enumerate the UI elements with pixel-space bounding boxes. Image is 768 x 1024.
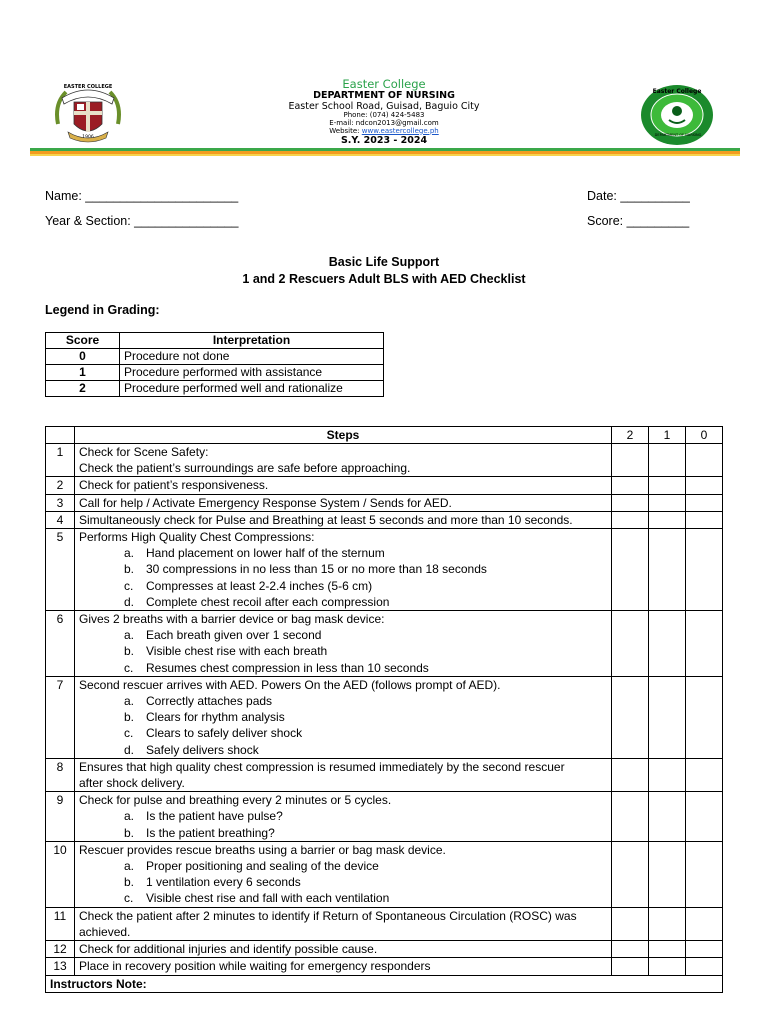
score-1-cell[interactable] — [649, 758, 686, 791]
step-text — [75, 494, 612, 511]
step-number: 8 — [46, 758, 75, 791]
legend-score: 1 — [46, 365, 120, 381]
step-text — [75, 611, 612, 677]
step-sub-item — [79, 545, 607, 561]
step-sub-item — [79, 709, 607, 725]
step-text — [75, 907, 612, 940]
step-number: 2 — [46, 477, 75, 494]
step-sub-item — [79, 693, 607, 709]
step-row — [46, 758, 723, 791]
score-1-cell[interactable] — [649, 494, 686, 511]
step-row — [46, 941, 723, 958]
step-line: Check for additional injuries and identify possible cause. — [79, 942, 378, 957]
date-field[interactable]: Date: __________ — [587, 189, 690, 203]
sub-item-letter: b. — [124, 875, 135, 890]
score-0-cell[interactable] — [686, 511, 723, 528]
legend-text: Procedure not done — [120, 349, 384, 365]
sub-item-letter: c. — [124, 578, 134, 593]
score-1-cell[interactable] — [649, 529, 686, 611]
step-number: 9 — [46, 792, 75, 842]
sub-item-letter: d. — [124, 742, 135, 757]
score-0-header: 0 — [686, 427, 723, 444]
step-number: 10 — [46, 841, 75, 907]
score-1-cell[interactable] — [649, 907, 686, 940]
sub-item-letter: c. — [124, 891, 134, 906]
score-1-cell[interactable] — [649, 611, 686, 677]
step-number: 7 — [46, 676, 75, 758]
right-logo-text: Easter College — [652, 88, 702, 95]
step-sub-item — [79, 660, 607, 676]
step-row — [46, 611, 723, 677]
step-number: 6 — [46, 611, 75, 677]
step-line: Performs High Quality Chest Compressions: — [79, 530, 315, 545]
score-2-cell[interactable] — [612, 611, 649, 677]
score-2-cell[interactable] — [612, 941, 649, 958]
sub-item-text: Clears for rhythm analysis — [146, 710, 285, 725]
score-1-cell[interactable] — [649, 958, 686, 975]
score-0-cell[interactable] — [686, 477, 723, 494]
sub-item-letter: a. — [124, 628, 135, 643]
step-number: 1 — [46, 444, 75, 477]
score-0-cell[interactable] — [686, 444, 723, 477]
sub-item-letter: b. — [124, 644, 135, 659]
name-field[interactable]: Name: ______________________ — [45, 189, 239, 203]
step-row — [46, 958, 723, 975]
score-1-cell[interactable] — [649, 444, 686, 477]
legend-score-header: Score — [46, 333, 120, 349]
step-text — [75, 444, 612, 477]
step-sub-item — [79, 874, 607, 890]
legend-interpretation-header: Interpretation — [120, 333, 384, 349]
step-text — [75, 529, 612, 611]
step-sub-item — [79, 858, 607, 874]
legend-score: 0 — [46, 349, 120, 365]
score-1-cell[interactable] — [649, 941, 686, 958]
sub-item-text: Proper positioning and sealing of the device — [146, 859, 379, 874]
step-row — [46, 841, 723, 907]
score-1-cell[interactable] — [649, 792, 686, 842]
score-2-cell[interactable] — [612, 958, 649, 975]
step-line: Check the patient’s surroundings are safe before approaching. — [79, 461, 411, 476]
step-line: after shock delivery. — [79, 776, 185, 791]
step-text — [75, 477, 612, 494]
website-link[interactable]: www.eastercollege.ph — [361, 126, 439, 135]
step-row — [46, 511, 723, 528]
legend-text: Procedure performed with assistance — [120, 365, 384, 381]
sub-item-letter: b. — [124, 562, 135, 577]
department-name: DEPARTMENT OF NURSING — [313, 89, 455, 101]
step-text — [75, 958, 612, 975]
score-0-cell[interactable] — [686, 529, 723, 611]
step-number: 11 — [46, 907, 75, 940]
step-line: Check for pulse and breathing every 2 minutes or 5 cycles. — [79, 793, 392, 808]
step-row — [46, 494, 723, 511]
score-1-cell[interactable] — [649, 511, 686, 528]
legend-row — [46, 349, 384, 365]
sub-item-letter: a. — [124, 694, 135, 709]
legend-score: 2 — [46, 381, 120, 397]
step-row — [46, 676, 723, 758]
school-name: Easter College — [342, 77, 426, 91]
step-sub-item — [79, 594, 607, 610]
steps-number-header — [46, 427, 75, 444]
step-row — [46, 792, 723, 842]
step-text — [75, 758, 612, 791]
sub-item-letter: a. — [124, 859, 135, 874]
score-0-cell[interactable] — [686, 758, 723, 791]
legend-row — [46, 365, 384, 381]
score-0-cell[interactable] — [686, 841, 723, 907]
step-row — [46, 477, 723, 494]
document-subtitle: 1 and 2 Rescuers Adult BLS with AED Checklist — [242, 272, 526, 286]
score-1-cell[interactable] — [649, 477, 686, 494]
sub-item-letter: a. — [124, 546, 135, 561]
step-sub-item — [79, 808, 607, 824]
header-stripe-yellow — [30, 154, 740, 156]
instructors-note-row — [46, 975, 723, 992]
score-0-cell[interactable] — [686, 958, 723, 975]
left-logo-text: EASTER COLLEGE — [63, 84, 113, 90]
score-0-cell[interactable] — [686, 792, 723, 842]
step-number: 12 — [46, 941, 75, 958]
step-number: 5 — [46, 529, 75, 611]
step-number: 13 — [46, 958, 75, 975]
sub-item-text: Each breath given over 1 second — [146, 628, 322, 643]
score-0-cell[interactable] — [686, 941, 723, 958]
sub-item-letter: c. — [124, 660, 134, 675]
step-line: Simultaneously check for Pulse and Breathing at least 5 seconds and more than 10 seconds. — [79, 512, 573, 527]
step-text — [75, 941, 612, 958]
sub-item-text: Clears to safely deliver shock — [146, 726, 303, 741]
step-text — [75, 792, 612, 842]
score-2-cell[interactable] — [612, 511, 649, 528]
score-2-cell[interactable] — [612, 477, 649, 494]
sub-item-text: Resumes chest compression in less than 10 seconds — [146, 660, 429, 675]
score-0-cell[interactable] — [686, 611, 723, 677]
sub-item-text: Compresses at least 2-2.4 inches (5-6 cm) — [146, 578, 373, 593]
left-logo-year: 1906 — [82, 135, 94, 140]
step-sub-item — [79, 643, 607, 659]
step-text — [75, 511, 612, 528]
score-2-cell[interactable] — [612, 841, 649, 907]
score-1-cell[interactable] — [649, 676, 686, 758]
sub-item-text: Correctly attaches pads — [146, 694, 273, 709]
email-text: E-mail: ndcon2013@gmail.com — [329, 118, 439, 127]
sub-item-text: Is the patient have pulse? — [146, 809, 283, 824]
step-line: Place in recovery position while waiting for emergency responders — [79, 959, 431, 974]
step-text — [75, 676, 612, 758]
step-text — [75, 841, 612, 907]
score-2-cell[interactable] — [612, 792, 649, 842]
sub-item-text: Hand placement on lower half of the sternum — [146, 546, 385, 561]
step-sub-item — [79, 578, 607, 594]
score-2-cell[interactable] — [612, 758, 649, 791]
sub-item-letter: c. — [124, 726, 134, 741]
sub-item-text: 1 ventilation every 6 seconds — [146, 875, 301, 890]
step-line: Call for help / Activate Emergency Response System / Sends for AED. — [79, 495, 452, 510]
legend-heading: Legend in Grading: — [45, 303, 160, 317]
sub-item-text: Visible chest rise and fall with each ventilation — [146, 891, 390, 906]
score-0-cell[interactable] — [686, 494, 723, 511]
right-logo-sub: DEPARTMENT OF NURSING — [654, 133, 702, 137]
step-sub-item — [79, 561, 607, 577]
steps-header: Steps — [75, 427, 612, 444]
score-0-cell[interactable] — [686, 907, 723, 940]
step-row — [46, 529, 723, 611]
document-title: Basic Life Support — [328, 255, 440, 269]
steps-checklist-table — [45, 426, 723, 993]
sub-item-text: Visible chest rise with each breath — [146, 644, 328, 659]
score-2-cell[interactable] — [612, 529, 649, 611]
legend-row — [46, 381, 384, 397]
step-line: Rescuer provides rescue breaths using a barrier or bag mask device. — [79, 842, 446, 857]
step-sub-item — [79, 890, 607, 906]
score-2-cell[interactable] — [612, 676, 649, 758]
step-line: Check for Scene Safety: — [79, 445, 209, 459]
legend-header-row — [46, 333, 384, 349]
score-2-cell[interactable] — [612, 444, 649, 477]
sub-item-text: 30 compressions in no less than 15 or no more than 18 seconds — [146, 562, 487, 577]
school-year: S.Y. 2023 - 2024 — [340, 134, 428, 146]
score-2-cell[interactable] — [612, 494, 649, 511]
sub-item-letter: b. — [124, 710, 135, 725]
step-sub-item — [79, 725, 607, 741]
step-sub-item — [79, 627, 607, 643]
sub-item-text: Is the patient breathing? — [146, 825, 275, 840]
steps-header-row — [46, 427, 723, 444]
score-2-cell[interactable] — [612, 907, 649, 940]
legend-table — [45, 332, 384, 397]
step-row — [46, 444, 723, 477]
step-line: Second rescuer arrives with AED. Powers On the AED (follows prompt of AED). — [79, 677, 501, 692]
step-line: Gives 2 breaths with a barrier device or bag mask device: — [79, 612, 385, 627]
step-sub-item — [79, 825, 607, 841]
school-address: Easter School Road, Guisad, Baguio City — [288, 100, 480, 112]
step-line: achieved. — [79, 924, 131, 939]
score-field[interactable]: Score: _________ — [587, 214, 690, 228]
sub-item-text: Safely delivers shock — [146, 742, 259, 757]
step-line: Check the patient after 2 minutes to identify if Return of Spontaneous Circulation (ROSC) was — [79, 908, 577, 923]
score-2-header: 2 — [612, 427, 649, 444]
step-row — [46, 907, 723, 940]
score-0-cell[interactable] — [686, 676, 723, 758]
sub-item-letter: b. — [124, 825, 135, 840]
score-1-header: 1 — [649, 427, 686, 444]
sub-item-letter: d. — [124, 594, 135, 609]
step-line: Ensures that high quality chest compression is resumed immediately by the second rescuer — [79, 759, 565, 774]
website-label: Website: — [329, 126, 360, 135]
step-number: 4 — [46, 511, 75, 528]
sub-item-text: Complete chest recoil after each compression — [146, 594, 390, 609]
phone-text: Phone: (074) 424-5483 — [343, 111, 425, 120]
step-line: Check for patient’s responsiveness. — [79, 478, 269, 493]
legend-text: Procedure performed well and rationalize — [120, 381, 384, 397]
sub-item-letter: a. — [124, 809, 135, 824]
score-1-cell[interactable] — [649, 841, 686, 907]
year-section-field[interactable]: Year & Section: _______________ — [45, 214, 239, 228]
instructors-note[interactable]: Instructors Note: — [46, 975, 723, 992]
step-sub-item — [79, 742, 607, 758]
step-number: 3 — [46, 494, 75, 511]
